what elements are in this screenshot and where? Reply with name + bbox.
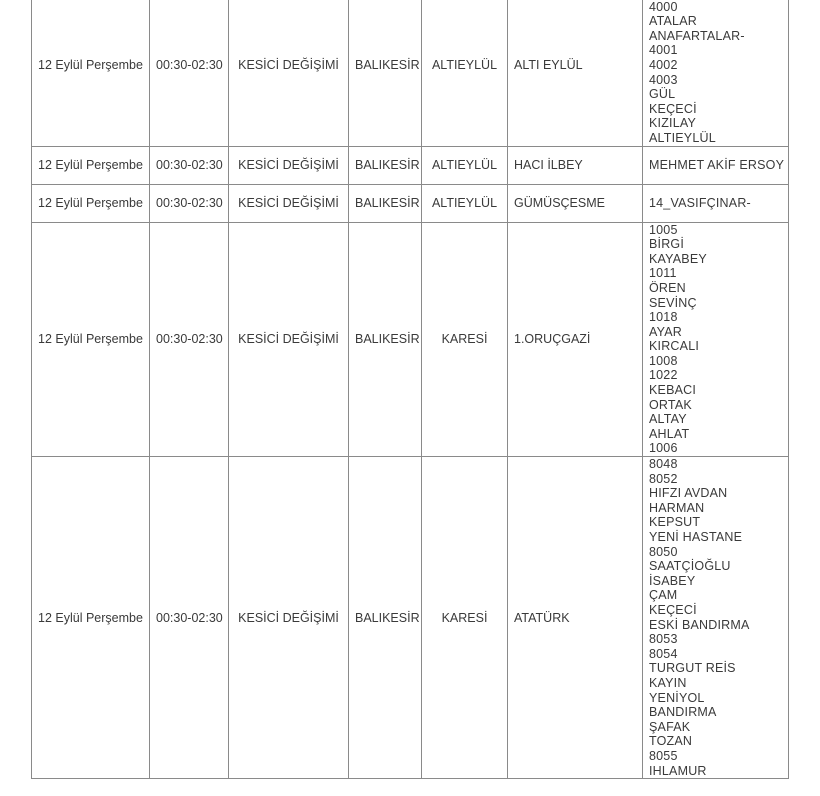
- cell-date: 12 Eylül Perşembe: [32, 146, 150, 184]
- street-name: KEPSUT: [649, 515, 701, 530]
- street-name: GÜL: [649, 87, 676, 102]
- table-row: [32, 146, 789, 184]
- cell-time: 00:30-02:30: [150, 222, 229, 457]
- cell-date: 12 Eylül Perşembe: [32, 184, 150, 222]
- street-name: ALTAY: [649, 412, 687, 427]
- cell-district: ALTIEYLÜL: [422, 0, 508, 146]
- cell-district: ALTIEYLÜL: [422, 184, 508, 222]
- cell-province: BALIKESİR: [349, 184, 422, 222]
- street-name: YENİYOL: [649, 690, 705, 705]
- street-name: KIZILAY: [649, 116, 697, 131]
- cell-province: BALIKESİR: [349, 146, 422, 184]
- street-name: BİRGİ: [649, 237, 685, 252]
- cell-neighborhood: 1.ORUÇGAZİ: [508, 222, 643, 457]
- street-name: 8052: [649, 471, 678, 486]
- cell-date: 12 Eylül Perşembe: [32, 0, 150, 146]
- cell-province: BALIKESİR: [349, 222, 422, 457]
- street-name: 4001: [649, 43, 678, 58]
- street-name: AHLAT: [649, 426, 690, 441]
- street-name: ALTIEYLÜL: [649, 130, 716, 145]
- street-name: 1005: [649, 222, 678, 237]
- cell-time: 00:30-02:30: [150, 0, 229, 146]
- street-name: ŞAFAK: [649, 719, 691, 734]
- street-name: KAYABEY: [649, 251, 707, 266]
- street-name: YENİ HASTANE: [649, 530, 743, 544]
- street-name: 1011: [649, 266, 677, 281]
- street-name: AYAR: [649, 324, 682, 339]
- street-name: SAATÇİOĞLU: [649, 559, 731, 574]
- cell-neighborhood: ATATÜRK: [508, 457, 643, 779]
- street-name: 1022: [649, 368, 678, 383]
- street-name: KEBACI: [649, 383, 697, 398]
- power-outage-table: [31, 0, 789, 779]
- table-row: [32, 457, 789, 779]
- street-name: 1018: [649, 310, 678, 325]
- street-name: KEÇECİ: [649, 101, 697, 116]
- street-name: ATALAR: [649, 14, 697, 29]
- cell-time: 00:30-02:30: [150, 457, 229, 779]
- cell-work-type: KESİCİ DEĞİŞİMİ: [229, 457, 349, 779]
- table-body: [32, 0, 789, 779]
- cell-district: KARESİ: [422, 222, 508, 457]
- cell-streets: [643, 146, 789, 184]
- table-row: [32, 222, 789, 457]
- street-name: IHLAMUR: [649, 763, 707, 778]
- table-row: [32, 184, 789, 222]
- street-name: 14_VASIFÇINAR-: [649, 195, 751, 210]
- street-name: 8053: [649, 632, 678, 647]
- cell-date: 12 Eylül Perşembe: [32, 222, 150, 457]
- cell-neighborhood: HACI İLBEY: [508, 146, 643, 184]
- cell-province: BALIKESİR: [349, 457, 422, 779]
- street-name: TOZAN: [649, 734, 693, 749]
- street-name: ÇAM: [649, 588, 678, 603]
- street-name: MEHMET AKİF ERSOY: [649, 157, 785, 172]
- street-name: 4003: [649, 72, 678, 87]
- cell-streets: [643, 222, 789, 457]
- cell-work-type: KESİCİ DEĞİŞİMİ: [229, 184, 349, 222]
- street-name: KIRCALI: [649, 339, 700, 354]
- street-name: HIFZI AVDAN: [649, 486, 728, 501]
- street-name: 8054: [649, 646, 678, 661]
- cell-time: 00:30-02:30: [150, 184, 229, 222]
- street-name: HARMAN: [649, 500, 705, 515]
- street-name: 4000: [649, 0, 678, 14]
- street-name: 1006: [649, 441, 678, 456]
- street-name: ANAFARTALAR-: [649, 28, 745, 43]
- street-name: İSABEY: [649, 573, 696, 588]
- cell-time: 00:30-02:30: [150, 146, 229, 184]
- cell-date: 12 Eylül Perşembe: [32, 457, 150, 779]
- cell-province: BALIKESİR: [349, 0, 422, 146]
- cell-district: ALTIEYLÜL: [422, 146, 508, 184]
- cell-work-type: KESİCİ DEĞİŞİMİ: [229, 146, 349, 184]
- street-name: 4002: [649, 57, 678, 72]
- cell-district: KARESİ: [422, 457, 508, 779]
- street-name: ÖREN: [649, 280, 686, 295]
- street-name: KEÇECİ: [649, 602, 697, 617]
- table-row: [32, 0, 789, 146]
- cell-neighborhood: ALTI EYLÜL: [508, 0, 643, 146]
- cell-streets: [643, 0, 789, 146]
- street-name: 8048: [649, 457, 678, 472]
- cell-work-type: KESİCİ DEĞİŞİMİ: [229, 0, 349, 146]
- cell-work-type: KESİCİ DEĞİŞİMİ: [229, 222, 349, 457]
- street-name: 8055: [649, 748, 678, 763]
- street-name: BANDIRMA: [649, 705, 717, 720]
- street-name: ESKİ BANDIRMA: [649, 617, 750, 632]
- street-name: KAYIN: [649, 675, 687, 690]
- cell-neighborhood: GÜMÜSÇESME: [508, 184, 643, 222]
- cell-streets: [643, 184, 789, 222]
- cell-streets: [643, 457, 789, 779]
- street-name: 8050: [649, 544, 678, 559]
- street-name: SEVİNÇ: [649, 295, 697, 310]
- street-name: ORTAK: [649, 397, 692, 412]
- street-name: TURGUT REİS: [649, 661, 736, 676]
- outage-table-container: [31, 0, 789, 779]
- street-name: 1008: [649, 353, 678, 368]
